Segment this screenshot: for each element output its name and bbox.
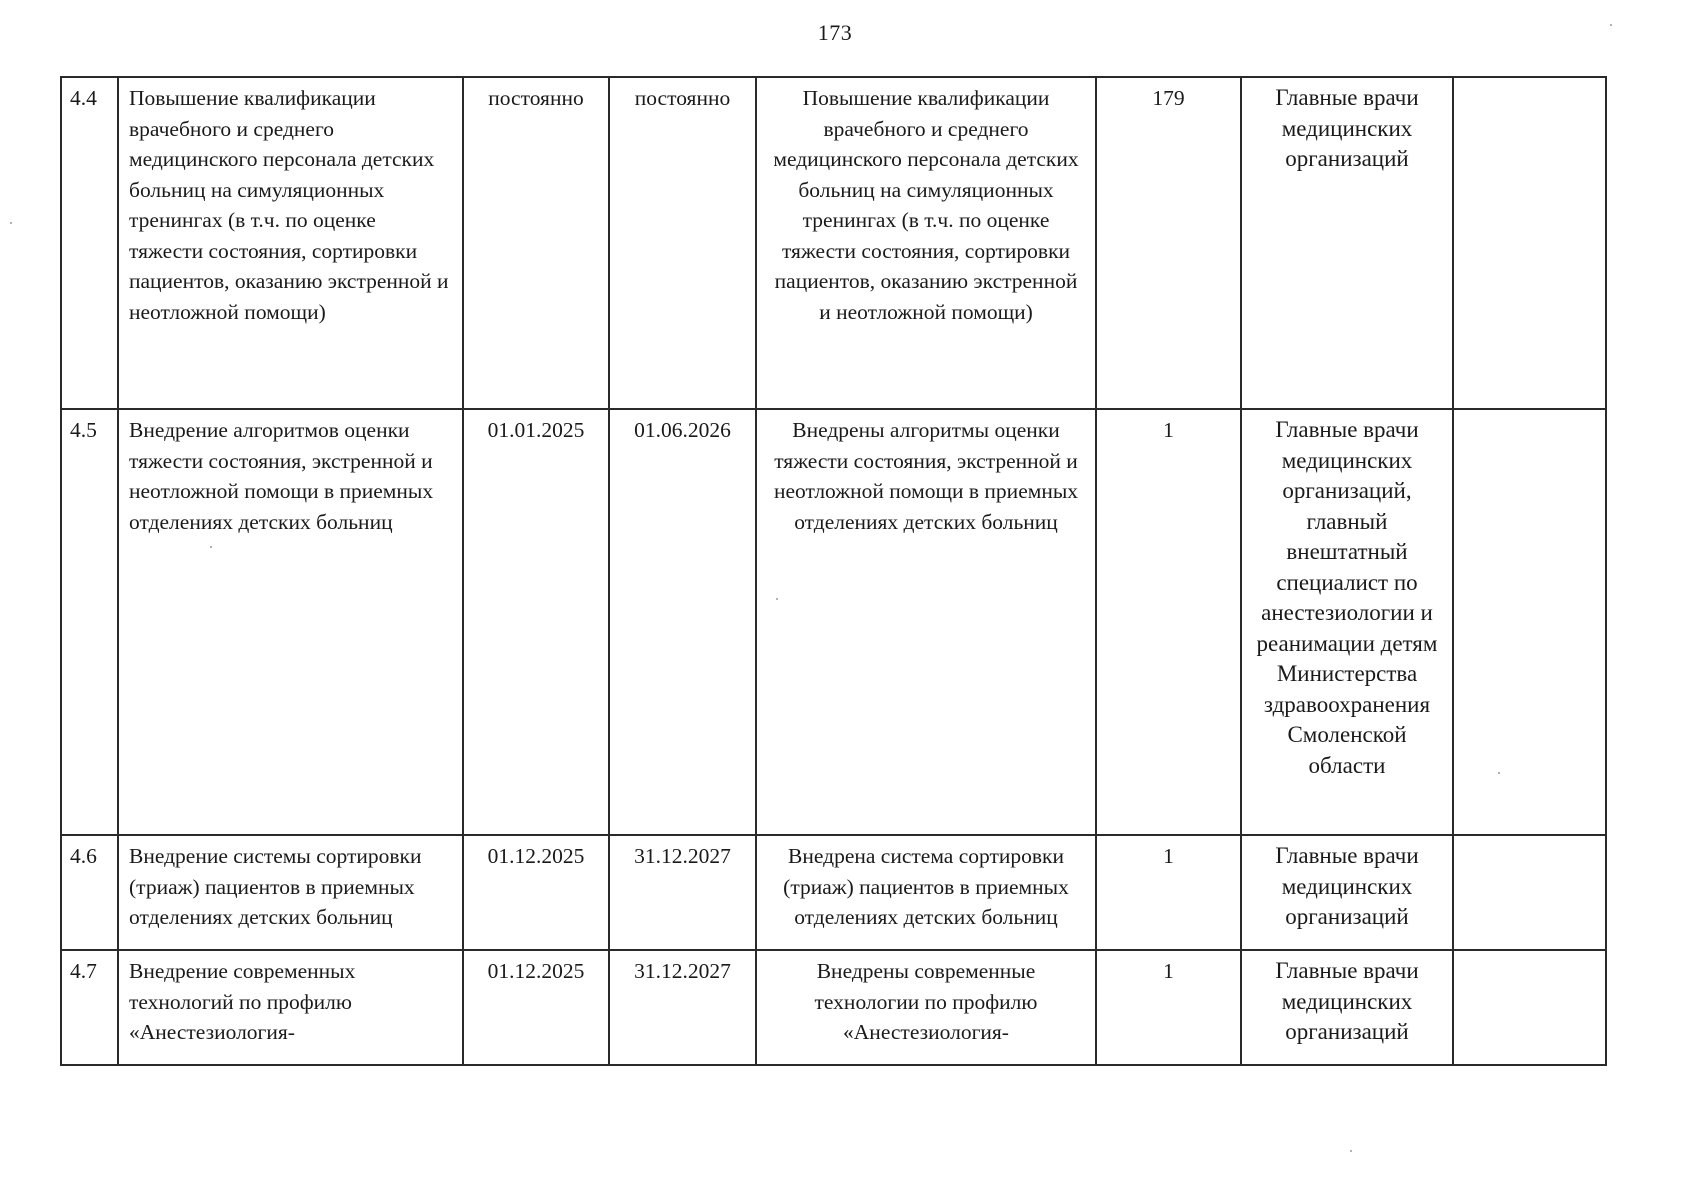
expected-result: Внедрена система сортировки (триаж) пациентов в приемных отделениях детских больниц bbox=[756, 835, 1096, 950]
responsible-party: Главные врачи медицинских организаций, главный внештатный специалист по анестезиологии и реанимации детям Министерства здравоохранения Смоленской области bbox=[1241, 409, 1453, 835]
table-row bbox=[61, 835, 1606, 950]
note-cell bbox=[1453, 835, 1606, 950]
expected-result: Внедрены алгоритмы оценки тяжести состояния, экстренной и неотложной помощи в приемных отделениях детских больниц bbox=[756, 409, 1096, 835]
note-cell bbox=[1453, 409, 1606, 835]
indicator-value: 1 bbox=[1096, 835, 1241, 950]
page-number: 173 bbox=[817, 20, 853, 45]
table-row bbox=[61, 409, 1606, 835]
note-cell bbox=[1453, 77, 1606, 409]
indicator-value: 1 bbox=[1096, 409, 1241, 835]
end-date: 31.12.2027 bbox=[609, 835, 756, 950]
expected-result: Повышение квалификации врачебного и среднего медицинского персонала детских больниц на симуляционных тренингах (в т.ч. по оценке тяжести состояния, сортировки пациентов, оказанию экстренной и неотложной помощи) bbox=[756, 77, 1096, 409]
row-number: 4.7 bbox=[61, 950, 118, 1065]
scan-speck bbox=[1610, 24, 1612, 26]
row-number: 4.5 bbox=[61, 409, 118, 835]
end-date: 01.06.2026 bbox=[609, 409, 756, 835]
end-date: постоянно bbox=[609, 77, 756, 409]
measure-name: Внедрение современных технологий по профилю «Анестезиология- bbox=[118, 950, 463, 1065]
start-date: 01.01.2025 bbox=[463, 409, 609, 835]
note-cell bbox=[1453, 950, 1606, 1065]
row-number: 4.4 bbox=[61, 77, 118, 409]
start-date: постоянно bbox=[463, 77, 609, 409]
start-date: 01.12.2025 bbox=[463, 835, 609, 950]
scan-speck bbox=[1350, 1150, 1352, 1152]
scan-speck bbox=[210, 546, 212, 548]
row-number: 4.6 bbox=[61, 835, 118, 950]
end-date: 31.12.2027 bbox=[609, 950, 756, 1065]
indicator-value: 179 bbox=[1096, 77, 1241, 409]
scan-speck bbox=[776, 598, 778, 600]
responsible-party: Главные врачи медицинских организаций bbox=[1241, 77, 1453, 409]
scan-speck bbox=[10, 222, 12, 224]
start-date: 01.12.2025 bbox=[463, 950, 609, 1065]
table-row bbox=[61, 950, 1606, 1065]
table-row bbox=[61, 77, 1606, 409]
indicator-value: 1 bbox=[1096, 950, 1241, 1065]
responsible-party: Главные врачи медицинских организаций bbox=[1241, 950, 1453, 1065]
scan-speck bbox=[1498, 772, 1500, 774]
measure-name: Внедрение системы сортировки (триаж) пациентов в приемных отделениях детских больниц bbox=[118, 835, 463, 950]
expected-result: Внедрены современные технологии по профилю «Анестезиология- bbox=[756, 950, 1096, 1065]
responsible-party: Главные врачи медицинских организаций bbox=[1241, 835, 1453, 950]
measures-table bbox=[60, 76, 1607, 1066]
measure-name: Внедрение алгоритмов оценки тяжести состояния, экстренной и неотложной помощи в приемных отделениях детских больниц bbox=[118, 409, 463, 835]
measure-name: Повышение квалификации врачебного и среднего медицинского персонала детских больниц на симуляционных тренингах (в т.ч. по оценке тяжести состояния, сортировки пациентов, оказанию экстренной и неотложной помощи) bbox=[118, 77, 463, 409]
